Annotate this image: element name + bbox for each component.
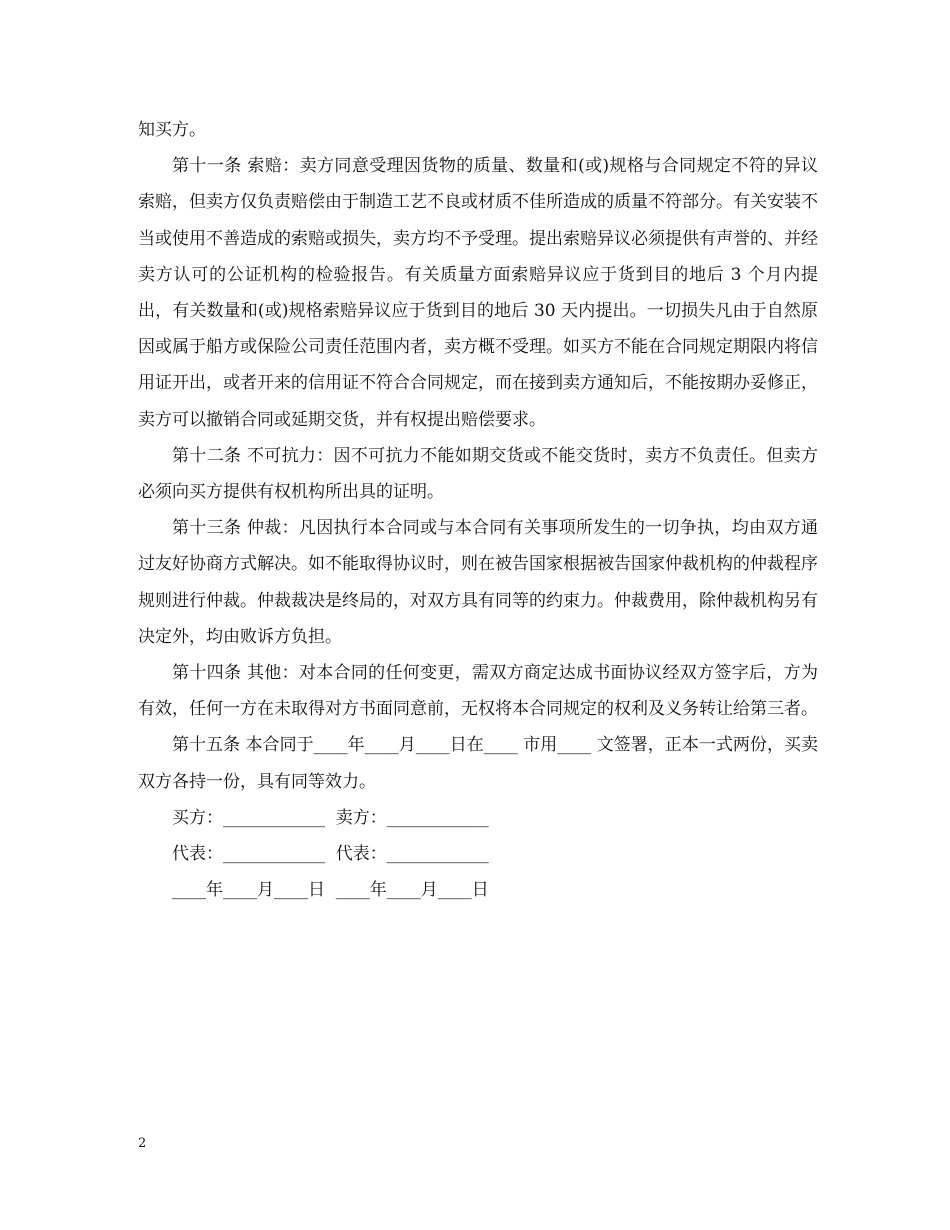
signature-parties-line: 买方：____________ 卖方：____________ [172,807,489,828]
article-11-claims: 第十一条 索赔：卖方同意受理因货物的质量、数量和(或)规格与合同规定不符的异议索赔，但卖方仅负责赔偿由于制造工艺不良或材质不佳所造成的质量不符部分。有关安装不当或使用不善造成的索赔或损失，卖方均不予受理。提出索赔异议必须提供有声誉的、并经卖方认可的公证机构的检验报告。有关质量方面索赔异议应于货到目的地后 3 个月内提出，有关数量和(或)规格索赔异议应于货到目的地后 30 天内提出。一切损失凡由于自然原因或属于船方或保险公司责任范围内者，卖方概不受理。如买方不能在合同规定期限内将信用证开出，或者开来的信用证不符合合同规定，而在接到卖方通知后，不能按期办妥修正，卖方可以撤销合同或延期交货，并有权提出赔偿要求。 [138,156,818,430]
article-12-force-majeure: 第十二条 不可抗力：因不可抗力不能如期交货或不能交货时，卖方不负责任。但卖方必须向买方提供有权机构所出具的证明。 [138,445,818,503]
signature-dates-line: ____年____月____日 ____年____月____日 [172,880,489,901]
paragraph-continuation: 知买方。 [138,120,206,140]
article-14-other: 第十四条 其他：对本合同的任何变更，需双方商定达成书面协议经双方签字后，方为有效，任何一方在未取得对方书面同意前，无权将本合同规定的权利及义务转让给第三者。 [138,663,818,720]
article-13-arbitration: 第十三条 仲裁：凡因执行本合同或与本合同有关事项所发生的一切争执，均由双方通过友好协商方式解决。如不能取得协议时，则在被告国家根据被告国家仲裁机构的仲裁程序规则进行仲裁。仲裁裁决是终局的，对双方具有同等的约束力。仲裁费用，除仲裁机构另有决定外，均由败诉方负担。 [138,518,818,647]
page-number: 2 [138,1136,147,1151]
article-15-signing: 第十五条 本合同于____年____月____日在____ 市用____ 文签署，正本一式两份，买卖双方各持一份，具有同等效力。 [138,735,818,792]
signature-block [138,800,818,909]
signature-representatives-line: 代表：____________ 代表：____________ [172,844,489,865]
contract-body [138,112,818,908]
